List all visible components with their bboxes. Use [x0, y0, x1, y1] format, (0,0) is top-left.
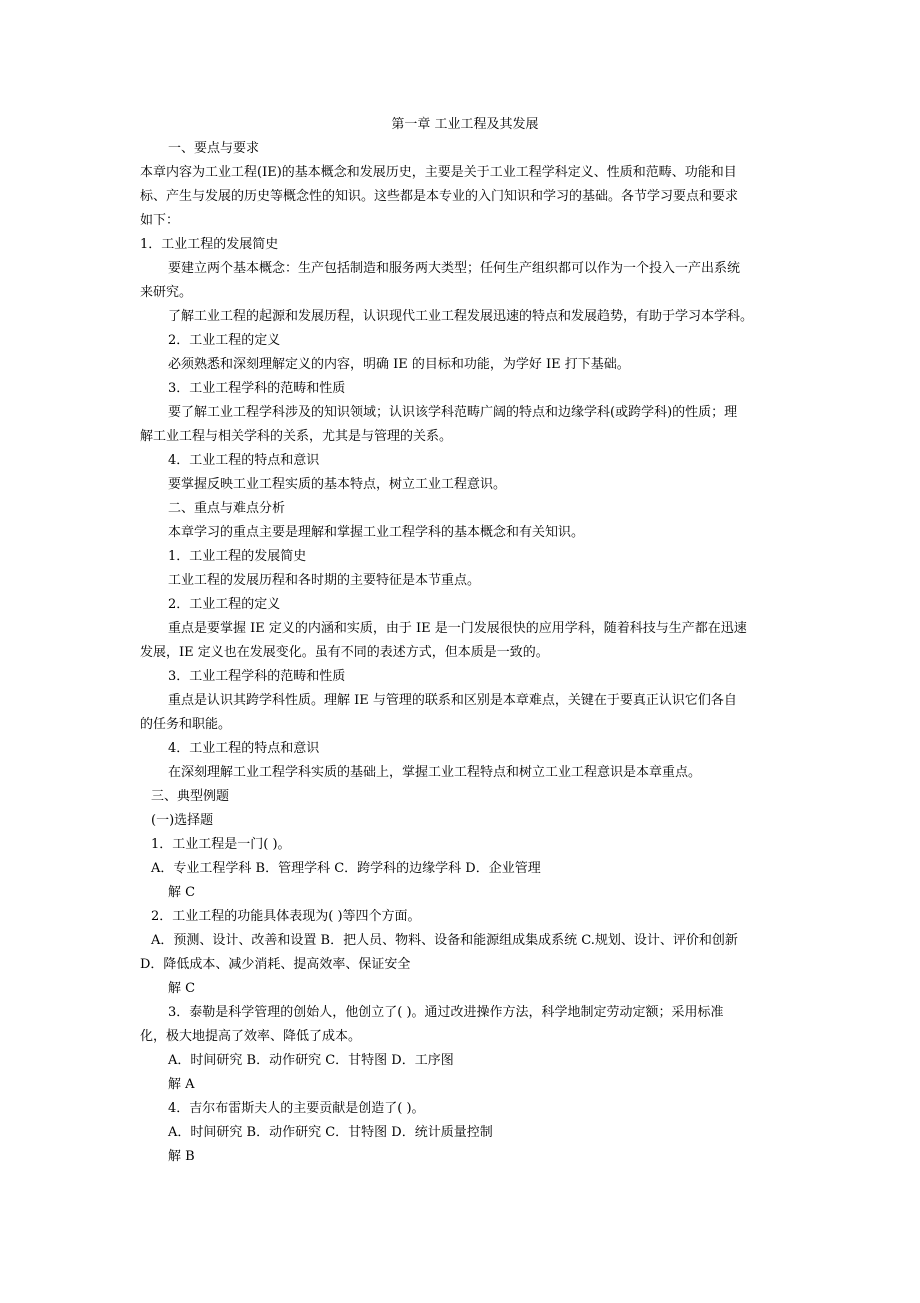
- text-line: A．时间研究 B．动作研究 C．甘特图 D．统计质量控制: [168, 1125, 493, 1140]
- text-line: 二、重点与难点分析: [168, 501, 286, 516]
- text-line: A．时间研究 B．动作研究 C．甘特图 D．工序图: [168, 1053, 454, 1068]
- text-line: (一)选择题: [151, 813, 214, 828]
- text-line: 重点是要掌握 IE 定义的内涵和实质，由于 IE 是一门发展很快的应用学科，随着科技与生产都在迅速: [168, 621, 747, 636]
- text-line: A．专业工程学科 B．管理学科 C．跨学科的边缘学科 D．企业管理: [151, 861, 541, 876]
- text-line: 1．工业工程的发展简史: [140, 237, 279, 252]
- document-page: [140, 113, 790, 1169]
- text-line: 的任务和职能。: [140, 717, 232, 732]
- chapter-title: 第一章 工业工程及其发展: [391, 117, 539, 132]
- document-body: [140, 137, 790, 1169]
- text-line: 要建立两个基本概念：生产包括制造和服务两大类型；任何生产组织都可以作为一个投入一产出系统: [168, 261, 741, 276]
- text-line: 3．工业工程学科的范畴和性质: [168, 669, 346, 684]
- text-line: D．降低成本、减少消耗、提高效率、保证安全: [140, 957, 411, 972]
- text-line: 要了解工业工程学科涉及的知识领域；认识该学科范畴广阔的特点和边缘学科(或跨学科)的性质；理: [168, 405, 738, 420]
- text-line: 2．工业工程的功能具体表现为( )等四个方面。: [151, 909, 421, 924]
- text-line: 解工业工程与相关学科的关系，尤其是与管理的关系。: [140, 429, 453, 444]
- text-line: 工业工程的发展历程和各时期的主要特征是本节重点。: [168, 573, 481, 588]
- text-line: 在深刻理解工业工程学科实质的基础上，掌握工业工程特点和树立工业工程意识是本章重点。: [168, 765, 702, 780]
- text-line: 解 B: [168, 1149, 195, 1164]
- text-line: 4．吉尔布雷斯夫人的主要贡献是创造了( )。: [168, 1101, 425, 1116]
- text-line: 发展，IE 定义也在发展变化。虽有不同的表述方式，但本质是一致的。: [140, 645, 549, 660]
- text-line: 3．工业工程学科的范畴和性质: [168, 381, 346, 396]
- text-line: 了解工业工程的起源和发展历程，认识现代工业工程发展迅速的特点和发展趋势，有助于学习本学科。: [168, 309, 754, 324]
- text-line: 1．工业工程是一门( )。: [151, 837, 291, 852]
- text-line: 如下：: [140, 213, 180, 228]
- text-line: 解 C: [168, 885, 196, 900]
- text-line: 2．工业工程的定义: [168, 333, 281, 348]
- text-line: 1．工业工程的发展简史: [168, 549, 307, 564]
- text-line: 2．工业工程的定义: [168, 597, 281, 612]
- text-line: 本章学习的重点主要是理解和掌握工业工程学科的基本概念和有关知识。: [168, 525, 585, 540]
- text-line: 来研究。: [140, 285, 193, 300]
- text-line: 4．工业工程的特点和意识: [168, 741, 320, 756]
- text-line: 解 A: [168, 1077, 195, 1092]
- text-line: 3．泰勒是科学管理的创始人，他创立了( )。通过改进操作方法，科学地制定劳动定额；采用标准: [168, 1005, 724, 1020]
- text-line: 解 C: [168, 981, 196, 996]
- text-line: 三、典型例题: [151, 789, 230, 804]
- text-line: 本章内容为工业工程(IE)的基本概念和发展历史，主要是关于工业工程学科定义、性质和范畴、功能和目: [140, 165, 737, 180]
- text-line: 4．工业工程的特点和意识: [168, 453, 320, 468]
- text-line: 标、产生与发展的历史等概念性的知识。这些都是本专业的入门知识和学习的基础。各节学习要点和要求: [140, 189, 739, 204]
- text-line: 必须熟悉和深刻理解定义的内容，明确 IE 的目标和功能，为学好 IE 打下基础。: [168, 357, 630, 372]
- text-line: 要掌握反映工业工程实质的基本特点，树立工业工程意识。: [168, 477, 507, 492]
- text-line: 重点是认识其跨学科性质。理解 IE 与管理的联系和区别是本章难点，关键在于要真正认识它们各自: [168, 693, 737, 708]
- text-line: 化，极大地提高了效率、降低了成本。: [140, 1029, 362, 1044]
- text-line: 一、要点与要求: [168, 141, 260, 156]
- text-line: A．预测、设计、改善和设置 B．把人员、物料、设备和能源组成集成系统 C.规划、设计、评价和创新: [151, 933, 738, 948]
